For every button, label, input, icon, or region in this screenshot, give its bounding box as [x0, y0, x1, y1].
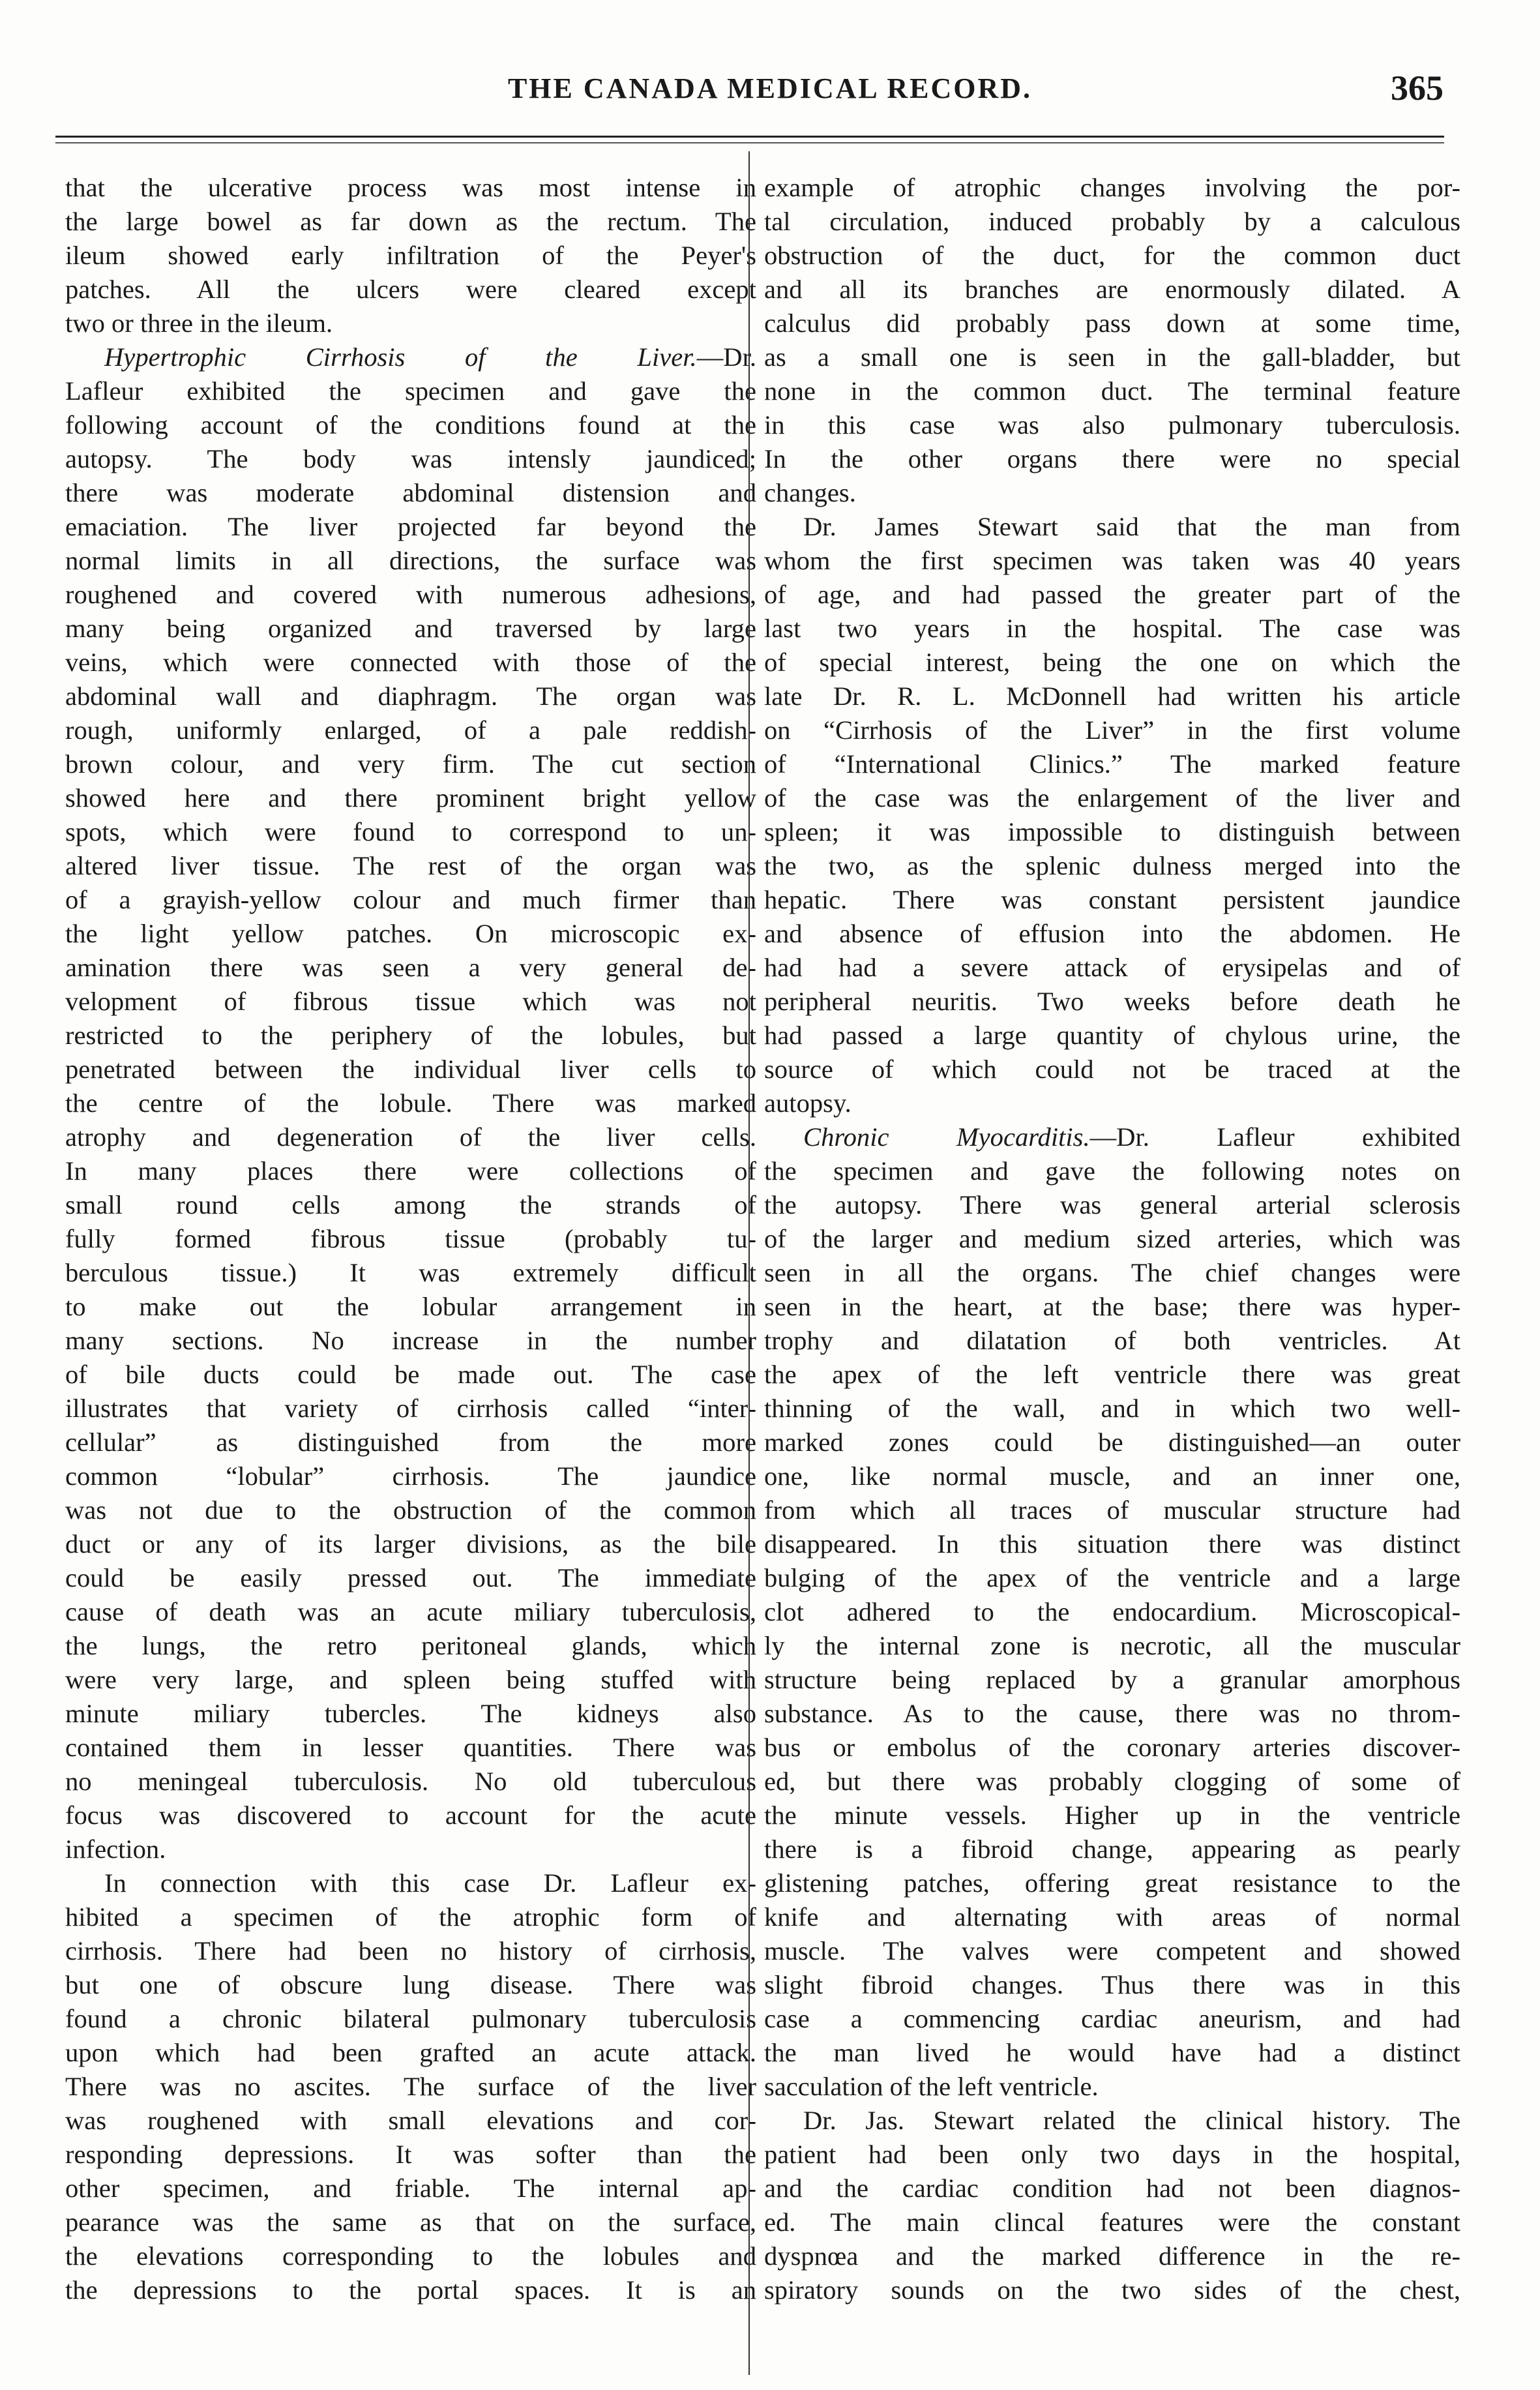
text-line: as a small one is seen in the gall-bladder, but — [764, 342, 1460, 372]
text-line: patient had been only two days in the hospital, — [764, 2140, 1460, 2169]
text-line: the centre of the lobule. There was marked — [65, 1088, 756, 1118]
text-line: showed here and there prominent bright yellow — [65, 783, 756, 813]
text-line: of the case was the enlargement of the liver and — [764, 783, 1460, 813]
text-line: the large bowel as far down as the rectum. The — [65, 207, 756, 236]
text-line: restricted to the periphery of the lobules, but — [65, 1021, 756, 1050]
text-line: patches. All the ulcers were cleared except — [65, 275, 756, 304]
text-line: of “International Clinics.” The marked feature — [764, 749, 1460, 779]
text-line: was roughened with small elevations and cor- — [65, 2106, 756, 2135]
text-line: bus or embolus of the coronary arteries discover- — [764, 1733, 1460, 1762]
text-line: In many places there were collections of — [65, 1156, 756, 1186]
text-line: there was moderate abdominal distension and — [65, 478, 756, 507]
text-line: obstruction of the duct, for the common duct — [764, 241, 1460, 270]
text-line: Dr. Jas. Stewart related the clinical history. The — [803, 2106, 1460, 2135]
text-line: marked zones could be distinguished—an outer — [764, 1427, 1460, 1457]
text-line: cirrhosis. There had been no history of cirrhosis, — [65, 1936, 756, 1965]
text-line: illustrates that variety of cirrhosis called “inter- — [65, 1394, 756, 1423]
text-line: and absence of effusion into the abdomen. He — [764, 919, 1460, 948]
text-line: infection. — [65, 1834, 166, 1864]
text-line: source of which could not be traced at the — [764, 1054, 1460, 1084]
text-line: rough, uniformly enlarged, of a pale reddish- — [65, 715, 756, 745]
text-line: common “lobular” cirrhosis. The jaundice — [65, 1461, 756, 1491]
text-line: on “Cirrhosis of the Liver” in the first volume — [764, 715, 1460, 745]
text-line: the two, as the splenic dulness merged into the — [764, 851, 1460, 880]
text-line: from which all traces of muscular structure had — [764, 1495, 1460, 1525]
text-line: could be easily pressed out. The immediate — [65, 1563, 756, 1592]
text-line: late Dr. R. L. McDonnell had written his article — [764, 681, 1460, 711]
text-line: ly the internal zone is necrotic, all the muscular — [764, 1631, 1460, 1660]
text-line: autopsy. — [764, 1088, 851, 1118]
text-line: small round cells among the strands of — [65, 1190, 756, 1219]
text-line: example of atrophic changes involving the por- — [764, 173, 1460, 202]
text-line: sacculation of the left ventricle. — [764, 2072, 1099, 2101]
right-column — [764, 171, 1460, 2375]
text-line: the specimen and gave the following notes on — [764, 1156, 1460, 1186]
text-line: of bile ducts could be made out. The case — [65, 1360, 756, 1389]
text-line: ed, but there was probably clogging of some of — [764, 1767, 1460, 1796]
text-line: penetrated between the individual liver cells to — [65, 1054, 756, 1084]
text-line: normal limits in all directions, the surface was — [65, 546, 756, 575]
text-line: were very large, and spleen being stuffed with — [65, 1665, 756, 1694]
text-line: changes. — [764, 478, 856, 507]
text-line: and the cardiac condition had not been diagnos- — [764, 2173, 1460, 2203]
text-line: cause of death was an acute miliary tuberculosis, — [65, 1597, 756, 1626]
text-line: and all its branches are enormously dilated. A — [764, 275, 1460, 304]
text-line: spots, which were found to correspond to un- — [65, 817, 756, 846]
text-line: In the other organs there were no special — [764, 444, 1460, 473]
text-line: structure being replaced by a granular amorphous — [764, 1665, 1460, 1694]
text-line: last two years in the hospital. The case was — [764, 614, 1460, 643]
text-line: fully formed fibrous tissue (probably tu- — [65, 1224, 756, 1253]
column-divider — [748, 151, 750, 2375]
text-line: substance. As to the cause, there was no throm- — [764, 1699, 1460, 1728]
text-line: whom the first specimen was taken was 40 years — [764, 546, 1460, 575]
text-line: hibited a specimen of the atrophic form of — [65, 1902, 756, 1932]
text-line: the apex of the left ventricle there was great — [764, 1360, 1460, 1389]
text-line: contained them in lesser quantities. There was — [65, 1733, 756, 1762]
text-line: the man lived he would have had a distinct — [764, 2038, 1460, 2067]
text-line: knife and alternating with areas of normal — [764, 1902, 1460, 1932]
text-line: Hypertrophic Cirrhosis of the Liver.—Dr. — [104, 342, 756, 372]
text-line: velopment of fibrous tissue which was not — [65, 987, 756, 1016]
text-line: of a grayish-yellow colour and much firmer than — [65, 885, 756, 914]
text-line: none in the common duct. The terminal feature — [764, 376, 1460, 406]
text-line: altered liver tissue. The rest of the organ was — [65, 851, 756, 880]
text-line: one, like normal muscle, and an inner one, — [764, 1461, 1460, 1491]
header-rule-secondary — [55, 142, 1444, 143]
text-line: There was no ascites. The surface of the liver — [65, 2072, 756, 2101]
text-line: there is a fibroid change, appearing as pearly — [764, 1834, 1460, 1864]
text-line: hepatic. There was constant persistent jaundice — [764, 885, 1460, 914]
text-line: of age, and had passed the greater part of the — [764, 580, 1460, 609]
text-line: had passed a large quantity of chylous urine, the — [764, 1021, 1460, 1050]
text-line: atrophy and degeneration of the liver cells. — [65, 1122, 756, 1152]
running-head — [0, 65, 1540, 117]
text-line: ed. The main clincal features were the constant — [764, 2207, 1460, 2237]
text-line: seen in the heart, at the base; there was hyper- — [764, 1292, 1460, 1321]
text-line: seen in all the organs. The chief changes were — [764, 1258, 1460, 1287]
text-line: case a commencing cardiac aneurism, and had — [764, 2004, 1460, 2033]
text-line: dyspnœa and the marked difference in the re- — [764, 2241, 1460, 2271]
text-line: two or three in the ileum. — [65, 308, 333, 338]
text-line: slight fibroid changes. Thus there was in this — [764, 1970, 1460, 1999]
text-line: Chronic Myocarditis.—Dr. Lafleur exhibited — [803, 1122, 1460, 1152]
header-rule — [55, 136, 1444, 138]
text-line: tal circulation, induced probably by a calculous — [764, 207, 1460, 236]
text-line: abdominal wall and diaphragm. The organ was — [65, 681, 756, 711]
text-line: In connection with this case Dr. Lafleur ex- — [104, 1868, 756, 1898]
text-line: spiratory sounds on the two sides of the chest, — [764, 2275, 1460, 2305]
text-line: was not due to the obstruction of the common — [65, 1495, 756, 1525]
text-line: had had a severe attack of erysipelas and of — [764, 953, 1460, 982]
text-line: in this case was also pulmonary tuberculosis. — [764, 410, 1460, 440]
text-line: minute miliary tubercles. The kidneys also — [65, 1699, 756, 1728]
text-line: responding depressions. It was softer than the — [65, 2140, 756, 2169]
text-line: veins, which were connected with those of the — [65, 648, 756, 677]
text-line: ileum showed early infiltration of the Peyer's — [65, 241, 756, 270]
text-line: autopsy. The body was intensly jaundiced; — [65, 444, 756, 473]
text-line: the light yellow patches. On microscopic ex- — [65, 919, 756, 948]
text-line: of special interest, being the one on which the — [764, 648, 1460, 677]
text-line: other specimen, and friable. The internal ap- — [65, 2173, 756, 2203]
page-number: 365 — [1391, 68, 1444, 108]
text-line: muscle. The valves were competent and showed — [764, 1936, 1460, 1965]
journal-title: THE CANADA MEDICAL RECORD. — [507, 72, 1033, 104]
text-line: many sections. No increase in the number — [65, 1326, 756, 1355]
left-column — [65, 171, 756, 2375]
text-line: peripheral neuritis. Two weeks before death he — [764, 987, 1460, 1016]
text-line: calculus did probably pass down at some time, — [764, 308, 1460, 338]
text-line: focus was discovered to account for the acute — [65, 1800, 756, 1830]
text-line: found a chronic bilateral pulmonary tuberculosis — [65, 2004, 756, 2033]
text-line: bulging of the apex of the ventricle and a large — [764, 1563, 1460, 1592]
text-line: but one of obscure lung disease. There was — [65, 1970, 756, 1999]
text-line: that the ulcerative process was most intense in — [65, 173, 756, 202]
text-line: the elevations corresponding to the lobules and — [65, 2241, 756, 2271]
text-line: following account of the conditions found at the — [65, 410, 756, 440]
text-line: Lafleur exhibited the specimen and gave the — [65, 376, 756, 406]
text-line: emaciation. The liver projected far beyond the — [65, 512, 756, 541]
text-line: roughened and covered with numerous adhesions, — [65, 580, 756, 609]
text-line: glistening patches, offering great resistance to the — [764, 1868, 1460, 1898]
text-line: amination there was seen a very general de- — [65, 953, 756, 982]
text-line: Dr. James Stewart said that the man from — [803, 512, 1460, 541]
text-line: brown colour, and very firm. The cut section — [65, 749, 756, 779]
text-line: the minute vessels. Higher up in the ventricle — [764, 1800, 1460, 1830]
text-line: spleen; it was impossible to distinguish between — [764, 817, 1460, 846]
text-line: duct or any of its larger divisions, as the bile — [65, 1529, 756, 1559]
text-line: clot adhered to the endocardium. Microscopical- — [764, 1597, 1460, 1626]
text-line: berculous tissue.) It was extremely difficult — [65, 1258, 756, 1287]
text-line: trophy and dilatation of both ventricles. At — [764, 1326, 1460, 1355]
text-line: pearance was the same as that on the surface, — [65, 2207, 756, 2237]
text-line: the depressions to the portal spaces. It is an — [65, 2275, 756, 2305]
text-line: of the larger and medium sized arteries, which was — [764, 1224, 1460, 1253]
text-line: thinning of the wall, and in which two well- — [764, 1394, 1460, 1423]
text-line: no meningeal tuberculosis. No old tuberculous — [65, 1767, 756, 1796]
text-line: to make out the lobular arrangement in — [65, 1292, 756, 1321]
text-line: disappeared. In this situation there was distinct — [764, 1529, 1460, 1559]
text-line: upon which had been grafted an acute attack. — [65, 2038, 756, 2067]
text-line: the autopsy. There was general arterial sclerosis — [764, 1190, 1460, 1219]
text-line: cellular” as distinguished from the more — [65, 1427, 756, 1457]
text-line: many being organized and traversed by large — [65, 614, 756, 643]
text-line: the lungs, the retro peritoneal glands, which — [65, 1631, 756, 1660]
